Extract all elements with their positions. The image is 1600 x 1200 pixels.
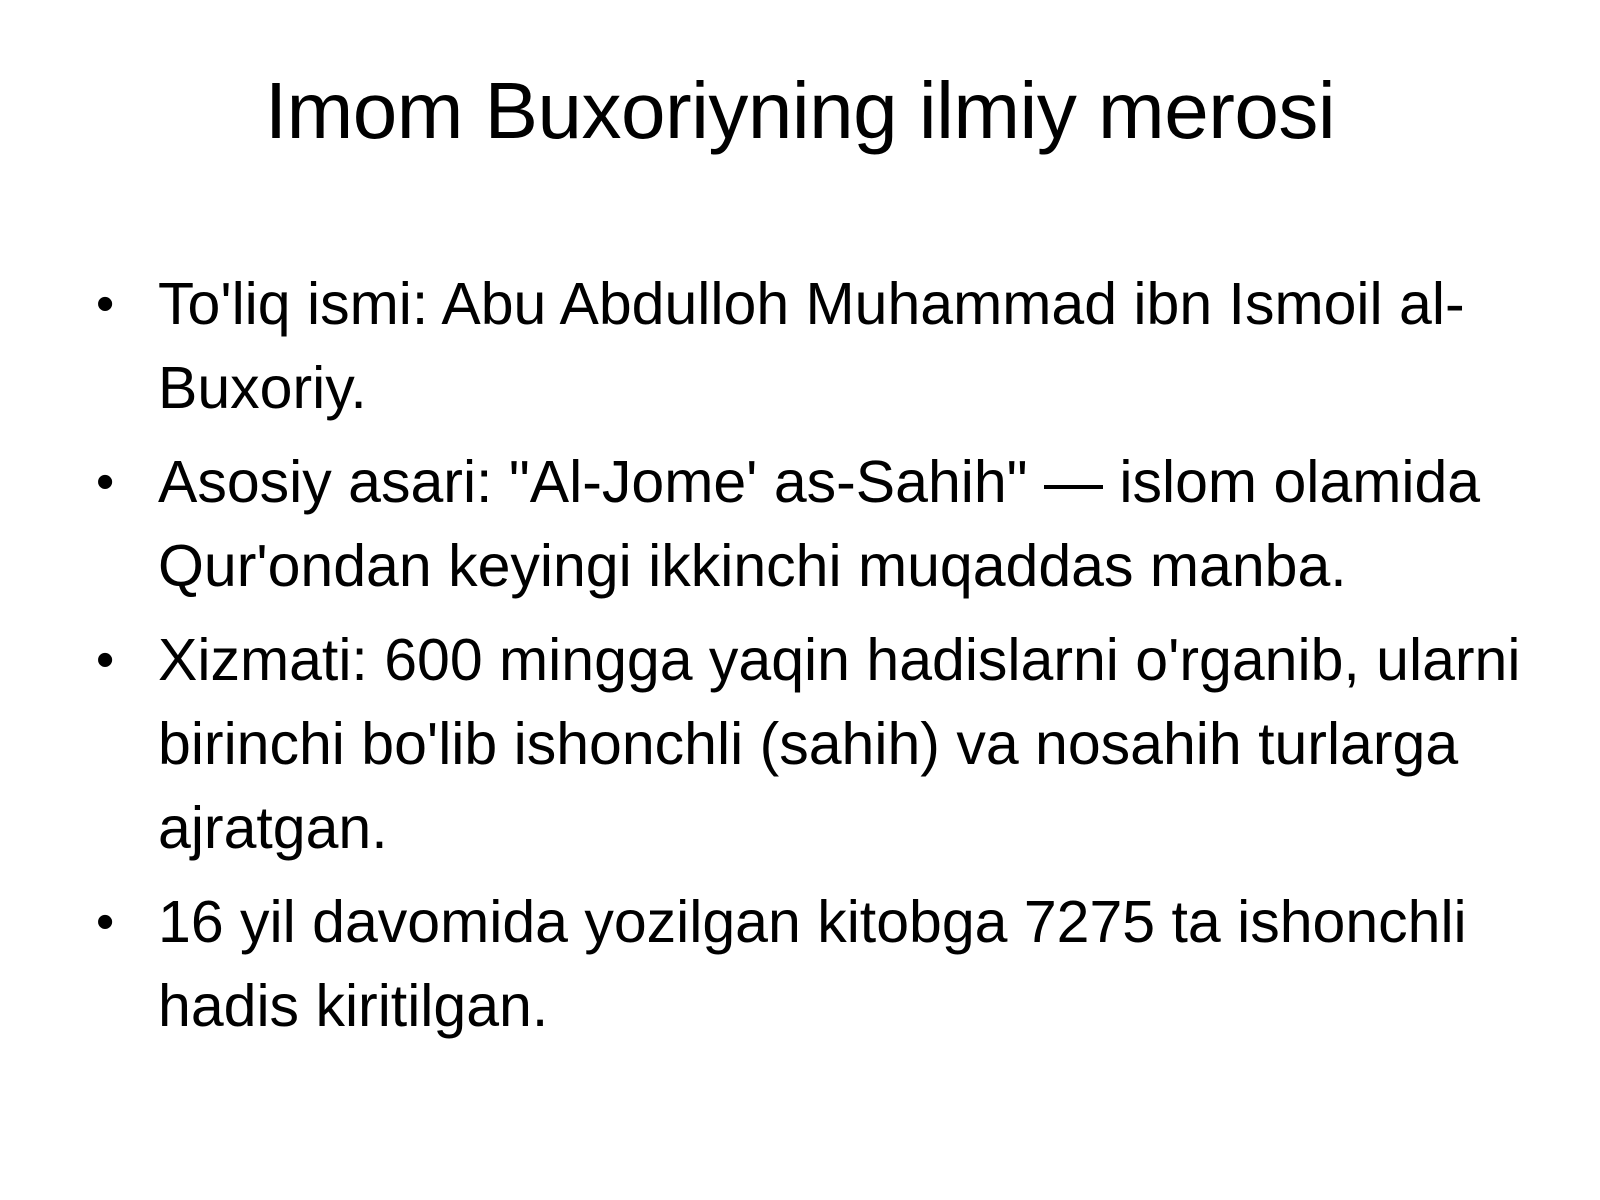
bullet-text: Xizmati: 600 mingga yaqin hadislarni o'rganib, ularni birinchi bo'lib ishonchli (sahih) va nosahih turlarga ajratgan. — [158, 627, 1521, 861]
bullet-dot-icon: • — [96, 453, 115, 511]
bullet-dot-icon: • — [96, 631, 115, 689]
bullet-item-service — [96, 618, 1526, 870]
bullet-text: Asosiy asari: "Al-Jome' as-Sahih" — islom olamida Qur'ondan keyingi ikkinchi muqaddas manba. — [158, 449, 1481, 599]
bullet-item-main-work — [96, 440, 1526, 608]
bullet-text: 16 yil davomida yozilgan kitobga 7275 ta ishonchli hadis kiritilgan. — [158, 889, 1467, 1039]
slide-title: Imom Buxoriyning ilmiy merosi — [264, 66, 1336, 155]
bullet-text: To'liq ismi: Abu Abdulloh Muhammad ibn Ismoil al-Buxoriy. — [158, 271, 1465, 421]
bullet-item-hadith-count — [96, 880, 1526, 1048]
bullet-item-full-name — [96, 262, 1526, 430]
bullet-dot-icon: • — [96, 893, 115, 951]
bullet-dot-icon: • — [96, 275, 115, 333]
bullet-list — [96, 262, 1526, 1058]
